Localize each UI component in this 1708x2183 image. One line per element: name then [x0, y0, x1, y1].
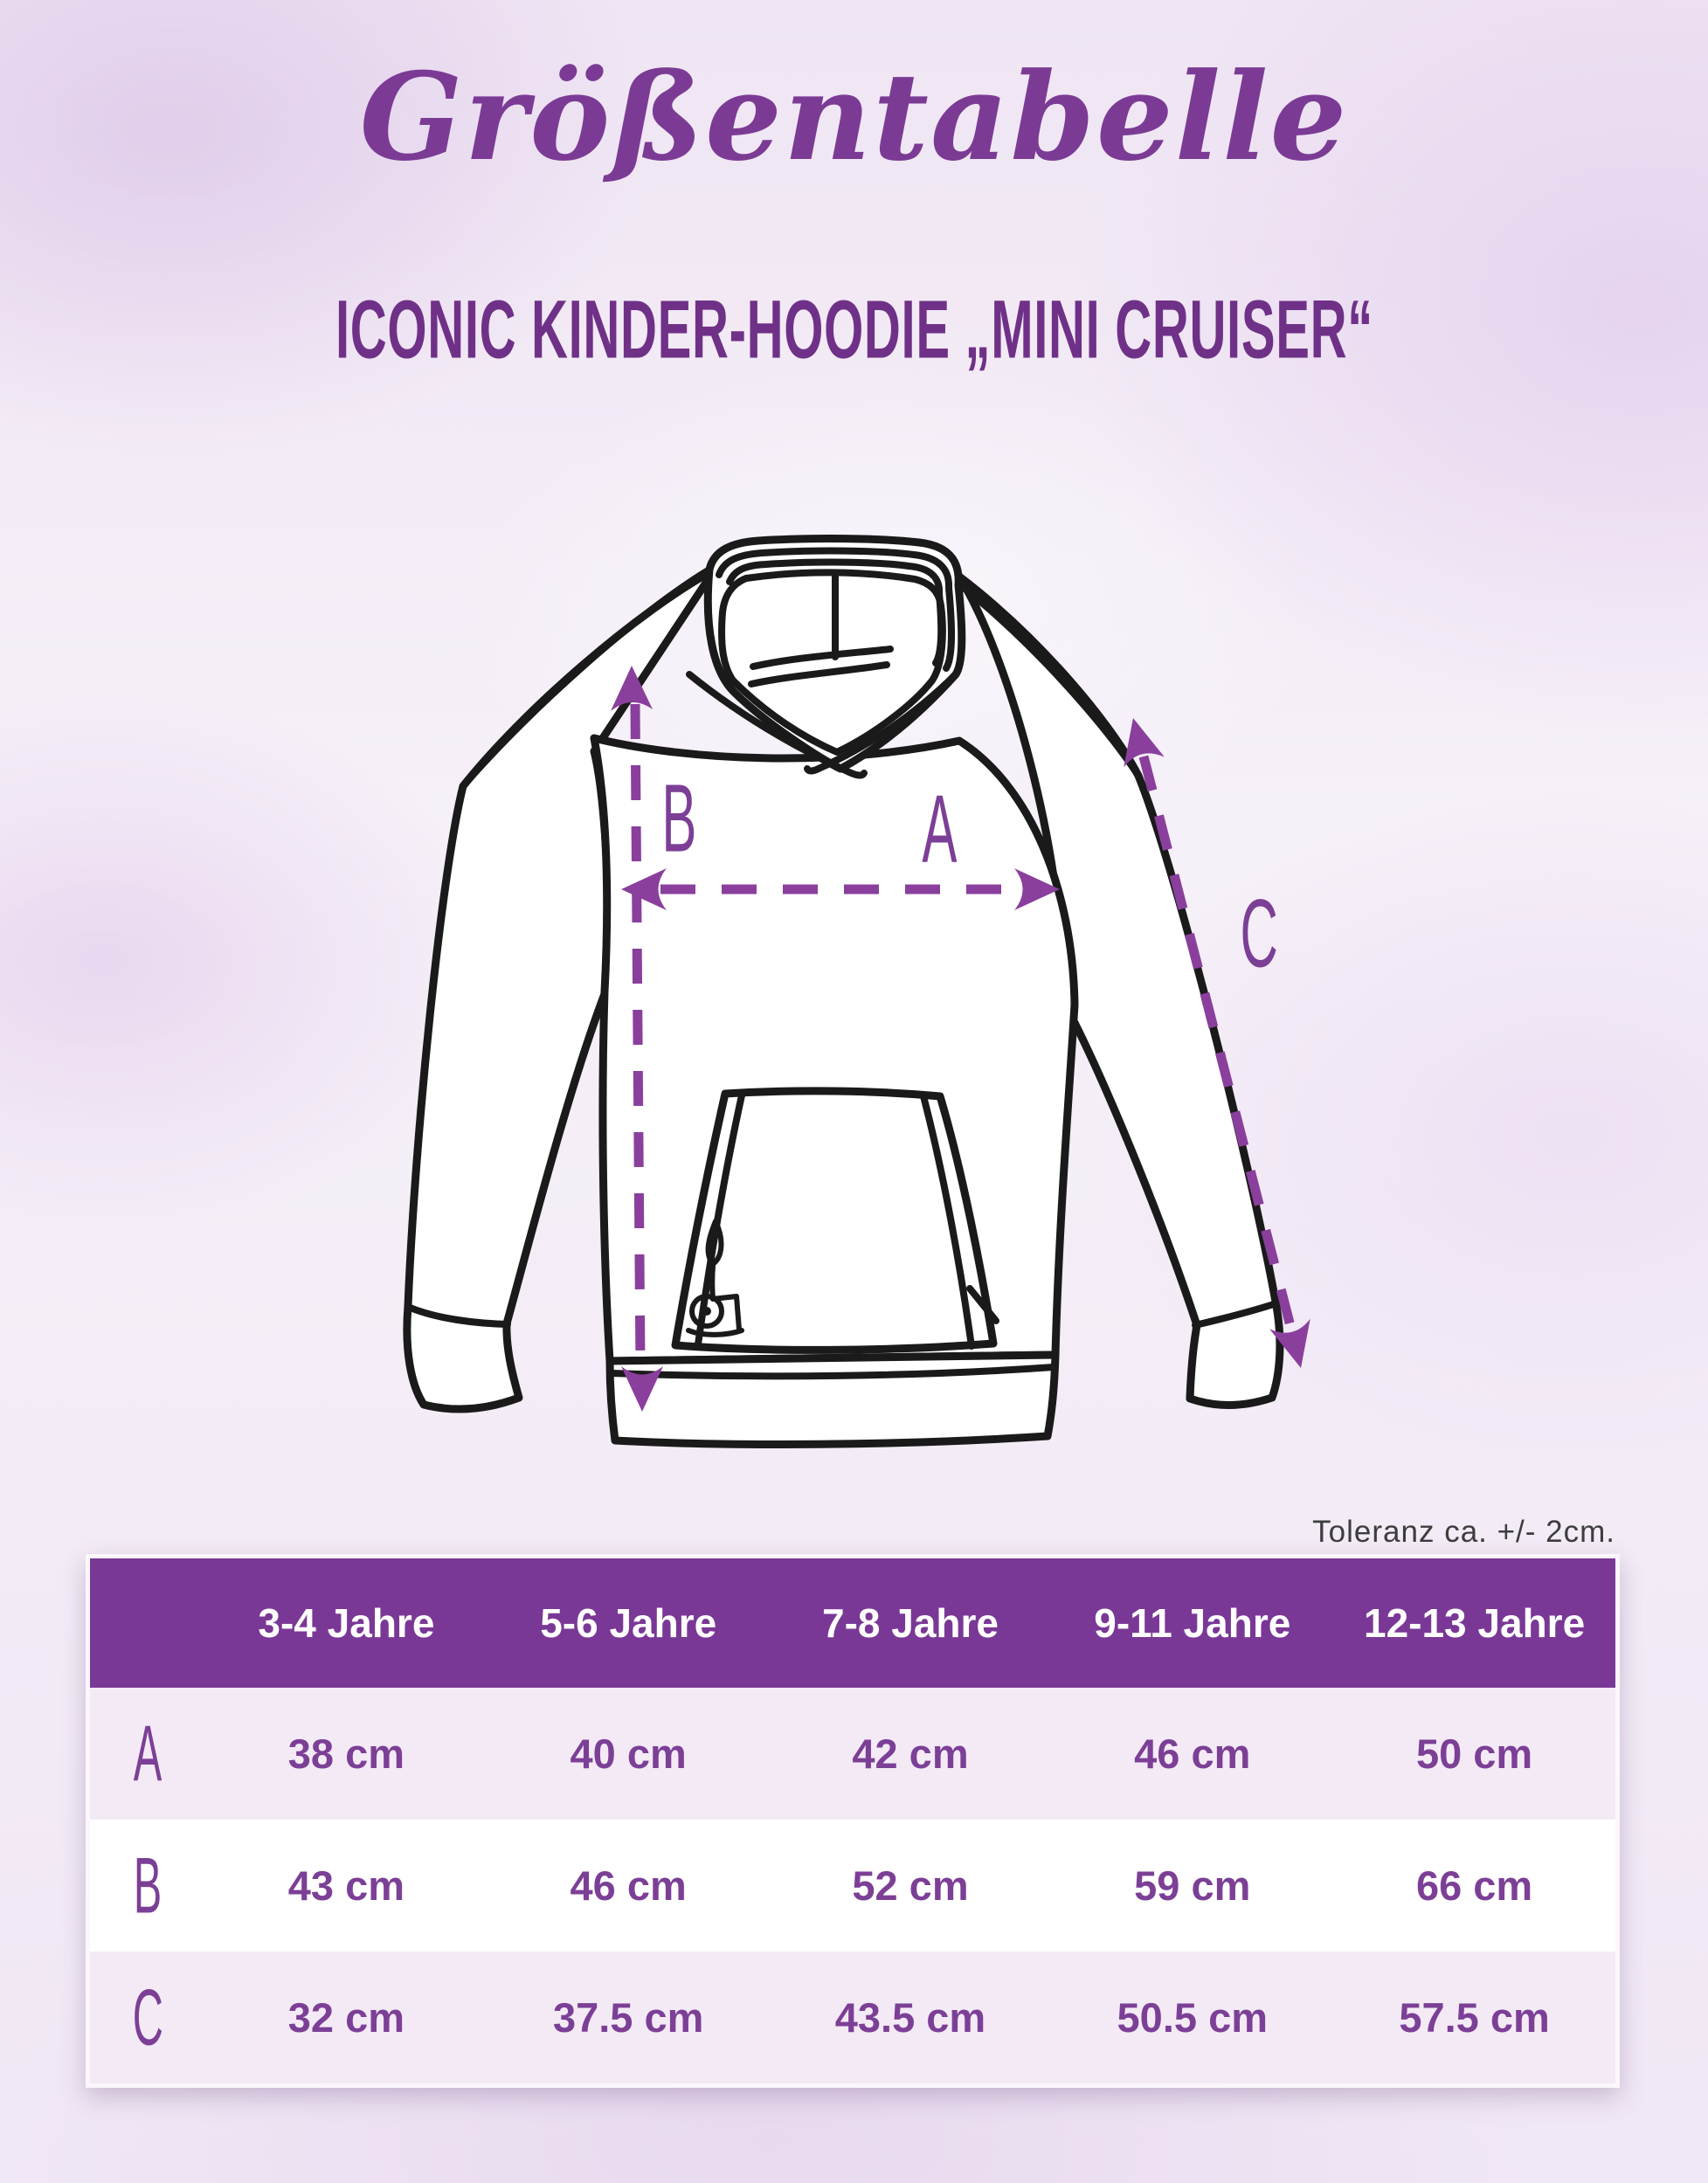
- row-label-a: A: [133, 1709, 163, 1798]
- row-label-b: B: [133, 1841, 163, 1930]
- column-header-5-6: 5-6 Jahre: [540, 1600, 717, 1646]
- page-title: Größentabelle: [359, 45, 1349, 188]
- size-cell: 43 cm: [287, 1862, 405, 1909]
- tolerance-note: Toleranz ca. +/- 2cm.: [1312, 1515, 1615, 1549]
- size-cell: 46 cm: [1134, 1731, 1251, 1777]
- product-subtitle: ICONIC KINDER-HOODIE „MINI CRUISER“: [335, 282, 1373, 376]
- size-table: [86, 1554, 1620, 2088]
- table-row-b: [90, 1820, 1615, 1952]
- column-header-9-11: 9-11 Jahre: [1094, 1600, 1291, 1646]
- size-cell: 59 cm: [1134, 1862, 1251, 1909]
- size-cell: 50 cm: [1415, 1731, 1533, 1777]
- size-cell: 40 cm: [570, 1731, 687, 1777]
- column-header-7-8: 7-8 Jahre: [821, 1600, 999, 1646]
- size-cell: 42 cm: [852, 1731, 969, 1777]
- table-corner-cell: [90, 1558, 205, 1688]
- column-header-3-4: 3-4 Jahre: [258, 1600, 435, 1646]
- table-header-row: [90, 1558, 1615, 1688]
- size-cell: 38 cm: [287, 1731, 405, 1777]
- table-row-c: [90, 1952, 1615, 2083]
- row-label-c: C: [132, 1972, 163, 2062]
- size-cell: 50.5 cm: [1117, 1994, 1269, 2041]
- size-cell: 43.5 cm: [834, 1994, 986, 2041]
- column-header-12-13: 12-13 Jahre: [1363, 1600, 1586, 1646]
- diagram-label-c: C: [1240, 880, 1278, 988]
- diagram-label-a: A: [922, 775, 958, 883]
- table-row-a: [90, 1688, 1615, 1820]
- size-cell: 66 cm: [1415, 1862, 1533, 1909]
- size-cell: 46 cm: [570, 1862, 687, 1909]
- diagram-label-b: B: [661, 764, 697, 873]
- size-cell: 37.5 cm: [552, 1994, 704, 2041]
- size-cell: 52 cm: [852, 1862, 969, 1909]
- size-cell: 57.5 cm: [1399, 1994, 1550, 2041]
- size-cell: 32 cm: [287, 1994, 405, 2041]
